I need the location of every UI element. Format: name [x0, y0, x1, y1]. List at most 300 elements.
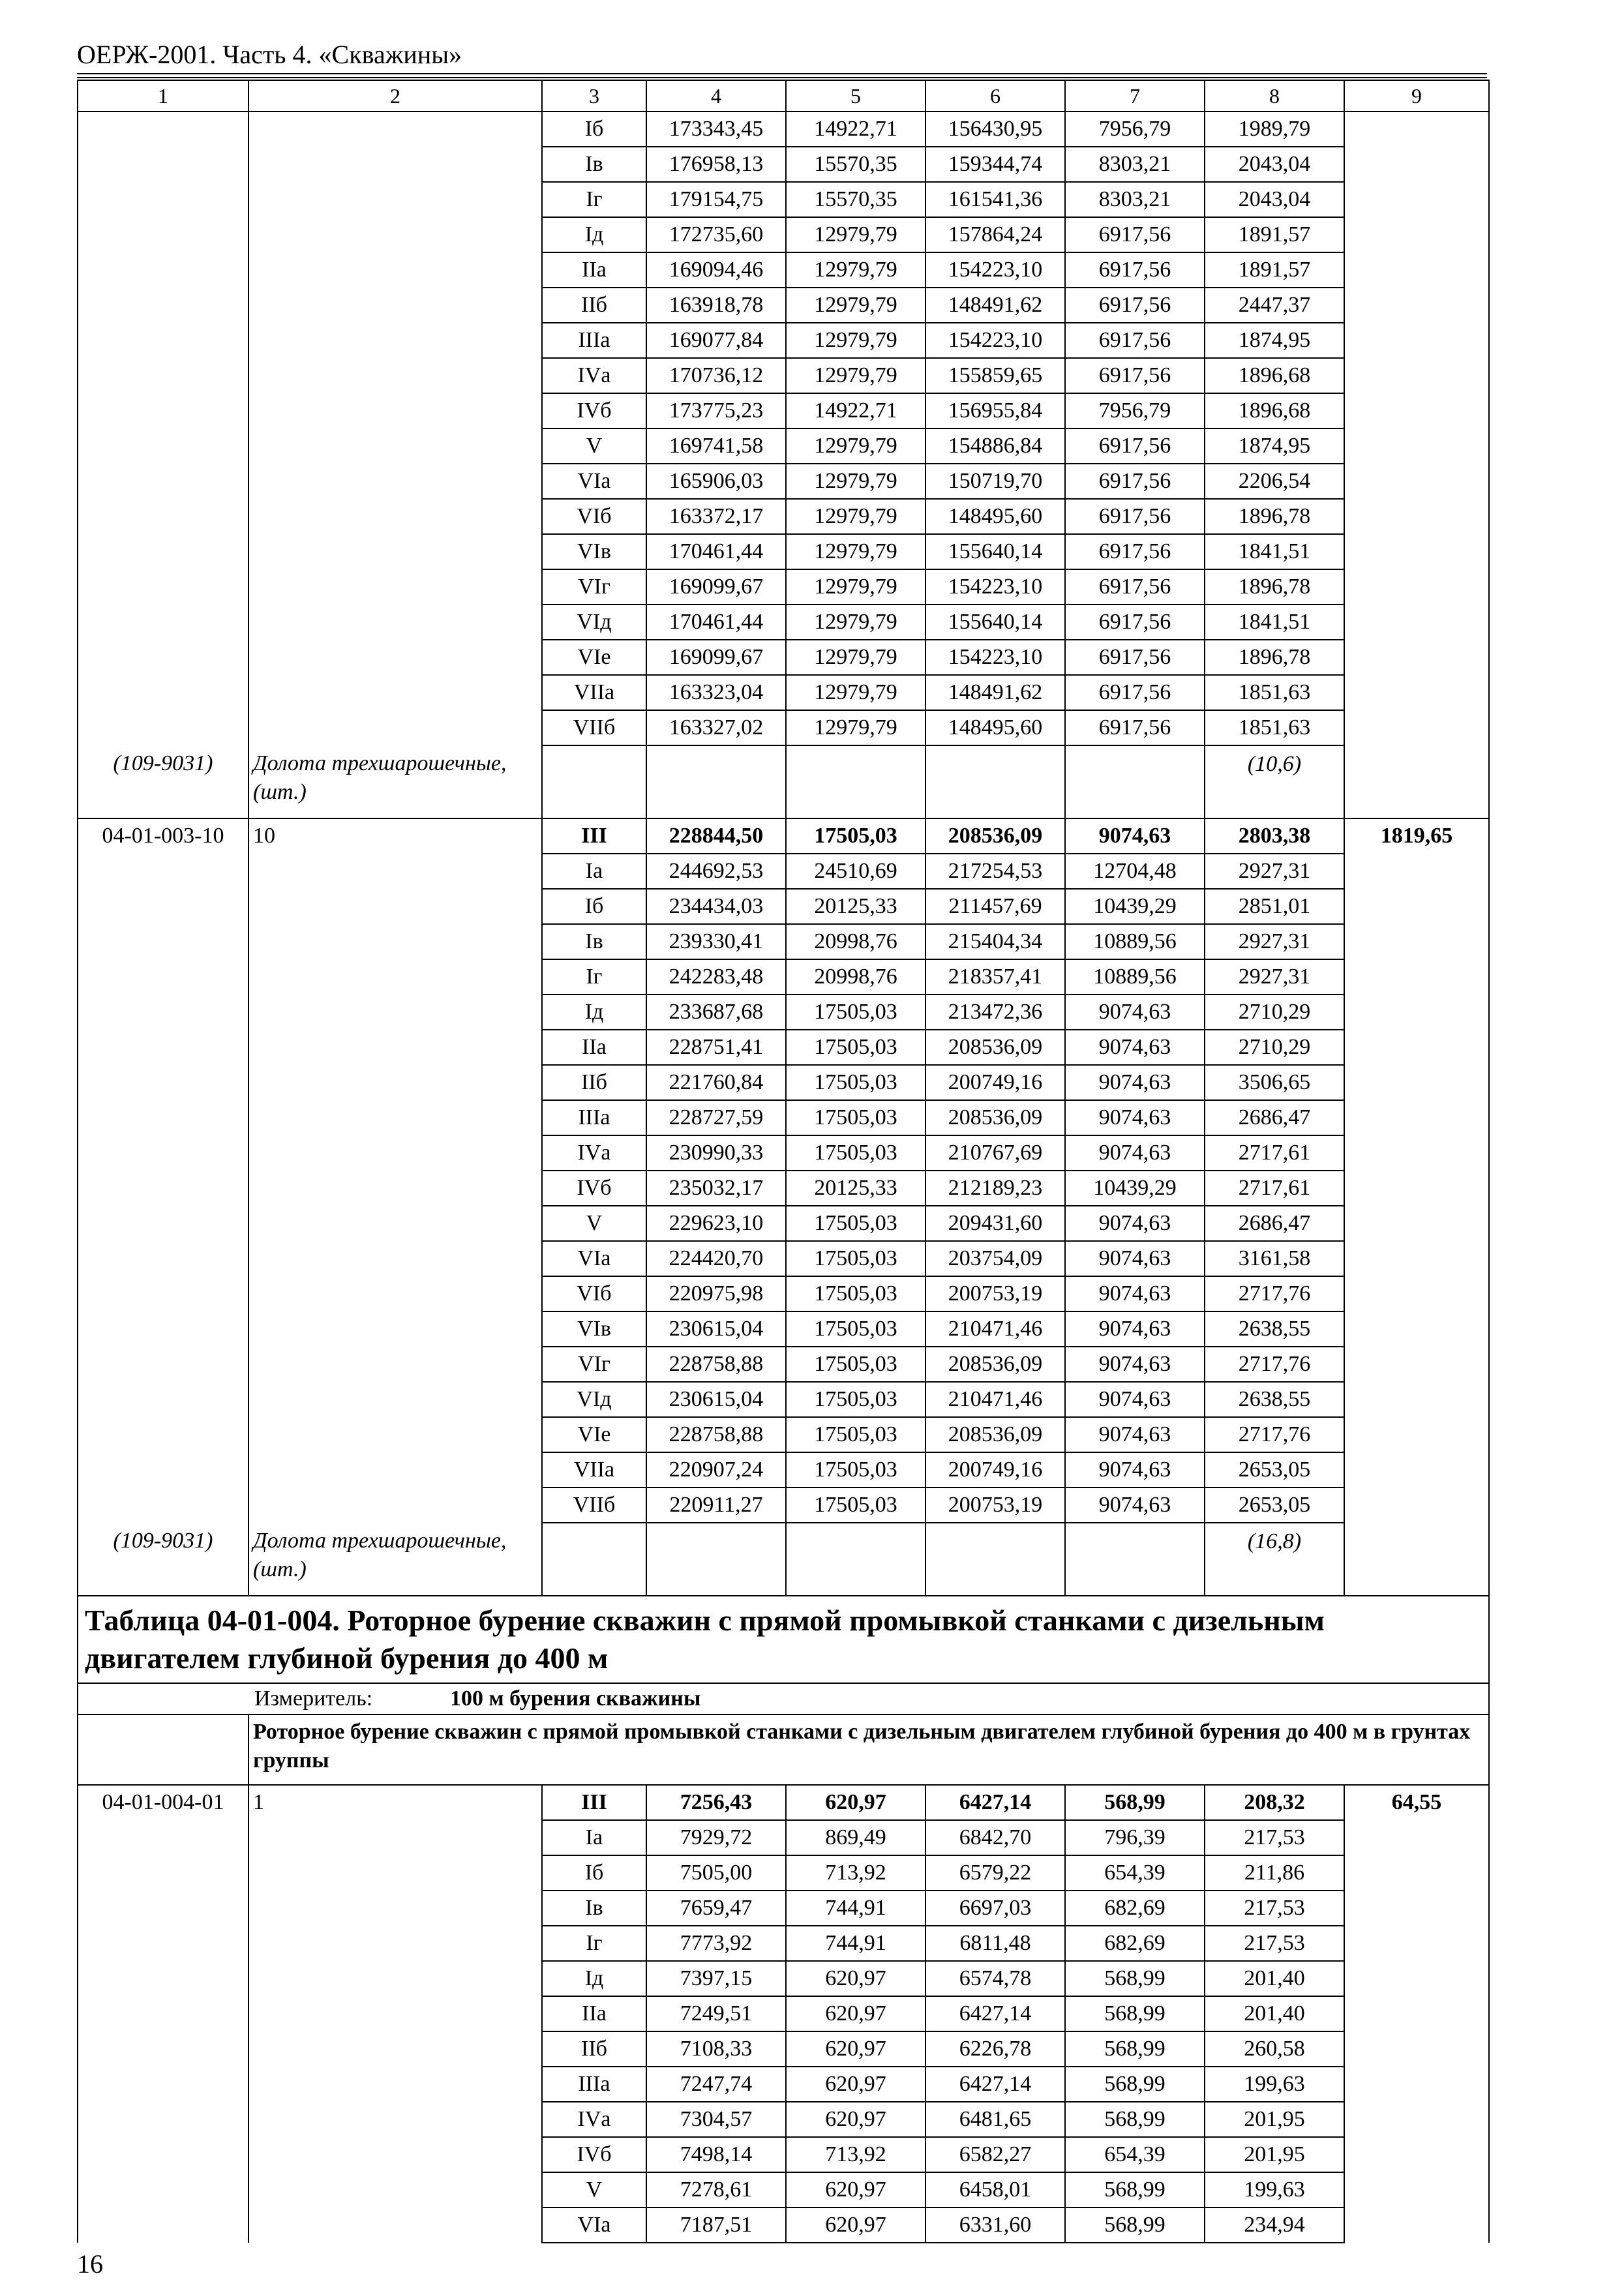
- group-cell: IVа: [542, 2102, 646, 2137]
- value-cell: 2717,76: [1205, 1347, 1344, 1382]
- value-cell: 12979,79: [786, 323, 925, 358]
- value-cell: 6917,56: [1065, 569, 1205, 605]
- value-cell: [1344, 1171, 1489, 1206]
- table-title: Таблица 04-01-004. Роторное бурение скважин с прямой промывкой станками с дизельным двигателем глубиной бурения до 400 м: [78, 1596, 1489, 1683]
- code-cell: [78, 1030, 248, 1065]
- code-cell: [78, 2031, 248, 2067]
- table-row: [78, 1382, 1489, 1417]
- value-cell: 201,95: [1205, 2102, 1344, 2137]
- group-cell: Iб: [542, 1855, 646, 1891]
- group-cell: VIа: [542, 464, 646, 499]
- value-cell: 154223,10: [925, 323, 1065, 358]
- value-cell: 6458,01: [925, 2172, 1065, 2207]
- value-cell: 165906,03: [646, 464, 786, 499]
- value-cell: 7929,72: [646, 1820, 786, 1855]
- value-cell: 201,95: [1205, 2137, 1344, 2172]
- group-cell: Iв: [542, 924, 646, 959]
- value-cell: [1344, 959, 1489, 995]
- value-cell: [1344, 1855, 1489, 1891]
- value-cell: 169094,46: [646, 252, 786, 288]
- value-cell: 20998,76: [786, 924, 925, 959]
- value-cell: 154223,10: [925, 640, 1065, 675]
- value-cell: 2043,04: [1205, 182, 1344, 217]
- column-number: 6: [925, 80, 1065, 112]
- table-row: [78, 1488, 1489, 1523]
- value-cell: 2717,76: [1205, 1417, 1344, 1452]
- value-cell: [1344, 2207, 1489, 2243]
- group-cell: IIIа: [542, 2067, 646, 2102]
- value-cell: [1344, 147, 1489, 182]
- value-cell: 176958,13: [646, 147, 786, 182]
- value-cell: [1344, 605, 1489, 640]
- value-cell: 150719,70: [925, 464, 1065, 499]
- value-cell: 220911,27: [646, 1488, 786, 1523]
- code-cell: [78, 854, 248, 889]
- value-cell: 17505,03: [786, 1488, 925, 1523]
- table-row: [78, 2172, 1489, 2207]
- value-cell: 1896,78: [1205, 499, 1344, 534]
- group-cell: VIг: [542, 569, 646, 605]
- value-cell: 6427,14: [925, 2067, 1065, 2102]
- value-cell: 161541,36: [925, 182, 1065, 217]
- value-cell: 17505,03: [786, 1382, 925, 1417]
- value-cell: [1344, 889, 1489, 924]
- table-row: [78, 640, 1489, 675]
- value-cell: 242283,48: [646, 959, 786, 995]
- name-cell: [248, 1926, 542, 1961]
- value-cell: 15570,35: [786, 182, 925, 217]
- value-cell: 148491,62: [925, 675, 1065, 710]
- group-cell: Iг: [542, 959, 646, 995]
- value-cell: 6226,78: [925, 2031, 1065, 2067]
- value-cell: 159344,74: [925, 147, 1065, 182]
- empty-cell: [925, 745, 1065, 818]
- value-cell: 1891,57: [1205, 217, 1344, 252]
- value-cell: 7108,33: [646, 2031, 786, 2067]
- group-cell: VIб: [542, 1276, 646, 1311]
- name-cell: [248, 1996, 542, 2031]
- group-cell: Iв: [542, 1891, 646, 1926]
- table-row: [78, 1311, 1489, 1347]
- value-cell: 6917,56: [1065, 464, 1205, 499]
- value-cell: 1841,51: [1205, 605, 1344, 640]
- value-cell: 228844,50: [646, 818, 786, 854]
- table-row: [78, 464, 1489, 499]
- value-cell: 148491,62: [925, 288, 1065, 323]
- value-cell: 7249,51: [646, 1996, 786, 2031]
- value-cell: [1344, 995, 1489, 1030]
- code-cell: [78, 2102, 248, 2137]
- group-cell: VIв: [542, 534, 646, 569]
- value-cell: 9074,63: [1065, 1452, 1205, 1488]
- code-cell: [78, 1855, 248, 1891]
- value-cell: 9074,63: [1065, 1206, 1205, 1241]
- value-cell: 173775,23: [646, 393, 786, 428]
- table-row: [78, 1065, 1489, 1100]
- value-cell: 17505,03: [786, 1135, 925, 1171]
- value-cell: 6917,56: [1065, 534, 1205, 569]
- table-row: [78, 534, 1489, 569]
- value-cell: 169741,58: [646, 428, 786, 464]
- empty-cell: [1344, 745, 1489, 818]
- value-cell: [1344, 2137, 1489, 2172]
- value-cell: [1344, 1926, 1489, 1961]
- value-cell: [1344, 2102, 1489, 2137]
- value-cell: 17505,03: [786, 1241, 925, 1276]
- value-cell: [1344, 710, 1489, 745]
- value-cell: 163372,17: [646, 499, 786, 534]
- group-cell: VIд: [542, 605, 646, 640]
- table-row: [78, 1961, 1489, 1996]
- value-cell: 170736,12: [646, 358, 786, 393]
- table-row: [78, 1276, 1489, 1311]
- empty-cell: [78, 1714, 248, 1785]
- page-number: 16: [77, 2249, 103, 2279]
- code-cell: [78, 675, 248, 710]
- value-cell: 744,91: [786, 1926, 925, 1961]
- value-cell: [1344, 1452, 1489, 1488]
- name-cell: [248, 1171, 542, 1206]
- name-cell: [248, 1311, 542, 1347]
- code-cell: [78, 288, 248, 323]
- name-cell: [248, 1891, 542, 1926]
- value-cell: 154886,84: [925, 428, 1065, 464]
- value-cell: [1344, 1820, 1489, 1855]
- value-cell: 6697,03: [925, 1891, 1065, 1926]
- name-cell: [248, 959, 542, 995]
- value-cell: 654,39: [1065, 2137, 1205, 2172]
- value-cell: 1896,78: [1205, 569, 1344, 605]
- value-cell: 7659,47: [646, 1891, 786, 1926]
- column-number: 2: [248, 80, 542, 112]
- value-cell: 1896,68: [1205, 358, 1344, 393]
- value-cell: 1819,65: [1344, 818, 1489, 854]
- group-cell: Iг: [542, 182, 646, 217]
- value-cell: [1344, 323, 1489, 358]
- page-header: ОЕРЖ-2001. Часть 4. «Скважины»: [77, 40, 462, 69]
- value-cell: 17505,03: [786, 1311, 925, 1347]
- column-number-row: [78, 80, 1489, 112]
- group-cell: Iа: [542, 854, 646, 889]
- value-cell: 244692,53: [646, 854, 786, 889]
- value-cell: 2043,04: [1205, 147, 1344, 182]
- value-cell: 12979,79: [786, 640, 925, 675]
- value-cell: 620,97: [786, 2067, 925, 2102]
- value-cell: 1896,68: [1205, 393, 1344, 428]
- code-cell: [78, 464, 248, 499]
- name-cell: [248, 2102, 542, 2137]
- value-cell: 568,99: [1065, 1785, 1205, 1820]
- name-cell: [248, 1030, 542, 1065]
- code-cell: [78, 534, 248, 569]
- measure-cell: [78, 1683, 1489, 1714]
- table-row: [78, 1820, 1489, 1855]
- value-cell: [1344, 534, 1489, 569]
- value-cell: 620,97: [786, 2172, 925, 2207]
- value-cell: [1344, 464, 1489, 499]
- empty-cell: [646, 745, 786, 818]
- value-cell: 2710,29: [1205, 995, 1344, 1030]
- value-cell: 10439,29: [1065, 1171, 1205, 1206]
- value-cell: 217254,53: [925, 854, 1065, 889]
- table-row: [78, 428, 1489, 464]
- value-cell: 156955,84: [925, 393, 1065, 428]
- code-cell: [78, 1065, 248, 1100]
- value-cell: 6917,56: [1065, 428, 1205, 464]
- value-cell: 230990,33: [646, 1135, 786, 1171]
- name-cell: [248, 854, 542, 889]
- measure-value: 100 м бурения скважины: [450, 1686, 701, 1711]
- value-cell: 221760,84: [646, 1065, 786, 1100]
- value-cell: 568,99: [1065, 2102, 1205, 2137]
- value-cell: 3506,65: [1205, 1065, 1344, 1100]
- value-cell: 7278,61: [646, 2172, 786, 2207]
- name-cell: [248, 2137, 542, 2172]
- code-cell: [78, 147, 248, 182]
- group-cell: IIб: [542, 2031, 646, 2067]
- value-cell: [1344, 252, 1489, 288]
- name-cell: [248, 358, 542, 393]
- table-row: [78, 605, 1489, 640]
- table-row: [78, 818, 1489, 854]
- table-row: [78, 323, 1489, 358]
- value-cell: [1344, 1488, 1489, 1523]
- value-cell: 6917,56: [1065, 323, 1205, 358]
- value-cell: 7956,79: [1065, 112, 1205, 147]
- code-cell: [78, 1996, 248, 2031]
- header-rule: [77, 73, 1487, 74]
- value-cell: 2447,37: [1205, 288, 1344, 323]
- column-number: 1: [78, 80, 248, 112]
- value-cell: 211,86: [1205, 1855, 1344, 1891]
- value-cell: 208536,09: [925, 1347, 1065, 1382]
- table-row: [78, 1241, 1489, 1276]
- value-cell: 10889,56: [1065, 924, 1205, 959]
- group-cell: IIа: [542, 1030, 646, 1065]
- section-row: [78, 1714, 1489, 1785]
- group-cell: VIд: [542, 1382, 646, 1417]
- code-cell: [78, 1347, 248, 1382]
- code-cell: [78, 358, 248, 393]
- name-cell: [248, 1820, 542, 1855]
- name-cell: [248, 2207, 542, 2243]
- table-row: [78, 1891, 1489, 1926]
- value-cell: 2653,05: [1205, 1488, 1344, 1523]
- value-cell: 12979,79: [786, 710, 925, 745]
- value-cell: 1891,57: [1205, 252, 1344, 288]
- code-cell: [78, 182, 248, 217]
- name-cell: [248, 288, 542, 323]
- table-row: [78, 1135, 1489, 1171]
- table-row: [78, 2102, 1489, 2137]
- empty-cell: [1344, 1523, 1489, 1596]
- value-cell: 2717,61: [1205, 1135, 1344, 1171]
- table-row: [78, 2137, 1489, 2172]
- table-row: [78, 1171, 1489, 1206]
- code-cell: [78, 1241, 248, 1276]
- value-cell: 208,32: [1205, 1785, 1344, 1820]
- group-cell: V: [542, 2172, 646, 2207]
- value-cell: 568,99: [1065, 2031, 1205, 2067]
- value-cell: 2851,01: [1205, 889, 1344, 924]
- value-cell: 12979,79: [786, 358, 925, 393]
- value-cell: 17505,03: [786, 995, 925, 1030]
- value-cell: 9074,63: [1065, 818, 1205, 854]
- value-cell: 20125,33: [786, 889, 925, 924]
- empty-cell: [1065, 1523, 1205, 1596]
- value-cell: 7187,51: [646, 2207, 786, 2243]
- value-cell: 234,94: [1205, 2207, 1344, 2243]
- table-row: [78, 2067, 1489, 2102]
- value-cell: [1344, 1100, 1489, 1135]
- group-cell: IVа: [542, 1135, 646, 1171]
- group-cell: IVб: [542, 2137, 646, 2172]
- value-cell: 9074,63: [1065, 1030, 1205, 1065]
- value-cell: 568,99: [1065, 2207, 1205, 2243]
- value-cell: 6917,56: [1065, 499, 1205, 534]
- name-cell: [248, 675, 542, 710]
- code-cell: [78, 323, 248, 358]
- value-cell: 9074,63: [1065, 1276, 1205, 1311]
- value-cell: 3161,58: [1205, 1241, 1344, 1276]
- group-cell: Iг: [542, 1926, 646, 1961]
- value-cell: 14922,71: [786, 393, 925, 428]
- name-cell: [248, 1100, 542, 1135]
- resource-code: (109-9031): [78, 1523, 248, 1596]
- value-cell: 217,53: [1205, 1820, 1344, 1855]
- value-cell: 209431,60: [925, 1206, 1065, 1241]
- value-cell: [1344, 1206, 1489, 1241]
- value-cell: [1344, 924, 1489, 959]
- value-cell: 17505,03: [786, 1347, 925, 1382]
- code-cell: [78, 393, 248, 428]
- column-number: 7: [1065, 80, 1205, 112]
- code-cell: [78, 605, 248, 640]
- value-cell: 7505,00: [646, 1855, 786, 1891]
- table-row: [78, 959, 1489, 995]
- empty-cell: [542, 1523, 646, 1596]
- value-cell: 2927,31: [1205, 959, 1344, 995]
- name-cell: [248, 252, 542, 288]
- name-cell: [248, 428, 542, 464]
- group-cell: VIIа: [542, 675, 646, 710]
- value-cell: 6811,48: [925, 1926, 1065, 1961]
- value-cell: [1344, 1065, 1489, 1100]
- group-cell: IIб: [542, 1065, 646, 1100]
- value-cell: 229623,10: [646, 1206, 786, 1241]
- group-cell: Iд: [542, 1961, 646, 1996]
- code-cell: 04-01-004-01: [78, 1785, 248, 1820]
- value-cell: 154223,10: [925, 569, 1065, 605]
- code-cell: [78, 1417, 248, 1452]
- code-cell: [78, 1488, 248, 1523]
- value-cell: [1344, 2172, 1489, 2207]
- name-cell: [248, 889, 542, 924]
- name-cell: [248, 1065, 542, 1100]
- value-cell: 682,69: [1065, 1891, 1205, 1926]
- value-cell: [1344, 217, 1489, 252]
- value-cell: 7498,14: [646, 2137, 786, 2172]
- value-cell: 568,99: [1065, 1996, 1205, 2031]
- value-cell: 12979,79: [786, 569, 925, 605]
- empty-cell: [1065, 745, 1205, 818]
- code-cell: 04-01-003-10: [78, 818, 248, 854]
- value-cell: 7397,15: [646, 1961, 786, 1996]
- value-cell: 568,99: [1065, 2172, 1205, 2207]
- value-cell: 713,92: [786, 1855, 925, 1891]
- value-cell: 220975,98: [646, 1276, 786, 1311]
- value-cell: 228758,88: [646, 1347, 786, 1382]
- value-cell: 233687,68: [646, 995, 786, 1030]
- value-cell: 163327,02: [646, 710, 786, 745]
- name-cell: [248, 2031, 542, 2067]
- value-cell: 568,99: [1065, 2067, 1205, 2102]
- value-cell: 12979,79: [786, 499, 925, 534]
- value-cell: 201,40: [1205, 1996, 1344, 2031]
- value-cell: 218357,41: [925, 959, 1065, 995]
- table-row: [78, 1996, 1489, 2031]
- value-cell: 163323,04: [646, 675, 786, 710]
- value-cell: 156430,95: [925, 112, 1065, 147]
- code-cell: [78, 1891, 248, 1926]
- table-row: [78, 710, 1489, 745]
- value-cell: 12979,79: [786, 605, 925, 640]
- code-cell: [78, 1135, 248, 1171]
- code-cell: [78, 1206, 248, 1241]
- value-cell: 17505,03: [786, 1276, 925, 1311]
- name-cell: [248, 499, 542, 534]
- value-cell: 12704,48: [1065, 854, 1205, 889]
- group-cell: Iб: [542, 889, 646, 924]
- value-cell: 14922,71: [786, 112, 925, 147]
- value-cell: 200749,16: [925, 1065, 1065, 1100]
- value-cell: 200753,19: [925, 1276, 1065, 1311]
- value-cell: 17505,03: [786, 1065, 925, 1100]
- value-cell: 148495,60: [925, 710, 1065, 745]
- value-cell: 170461,44: [646, 605, 786, 640]
- code-cell: [78, 1820, 248, 1855]
- value-cell: 217,53: [1205, 1926, 1344, 1961]
- group-cell: VIа: [542, 2207, 646, 2243]
- value-cell: 6917,56: [1065, 605, 1205, 640]
- value-cell: 155640,14: [925, 605, 1065, 640]
- name-cell: [248, 393, 542, 428]
- table-row: [78, 182, 1489, 217]
- value-cell: 173343,45: [646, 112, 786, 147]
- name-cell: [248, 995, 542, 1030]
- value-cell: 200749,16: [925, 1452, 1065, 1488]
- value-cell: 154223,10: [925, 252, 1065, 288]
- value-cell: 1989,79: [1205, 112, 1344, 147]
- value-cell: 6481,65: [925, 2102, 1065, 2137]
- table-row: [78, 675, 1489, 710]
- value-cell: 9074,63: [1065, 1241, 1205, 1276]
- empty-cell: [925, 1523, 1065, 1596]
- group-cell: III: [542, 818, 646, 854]
- empty-cell: [786, 1523, 925, 1596]
- value-cell: [1344, 854, 1489, 889]
- name-cell: [248, 1417, 542, 1452]
- group-cell: VIа: [542, 1241, 646, 1276]
- group-cell: IIа: [542, 252, 646, 288]
- value-cell: 6427,14: [925, 1996, 1065, 2031]
- value-cell: [1344, 182, 1489, 217]
- value-cell: 796,39: [1065, 1820, 1205, 1855]
- value-cell: 169077,84: [646, 323, 786, 358]
- value-cell: [1344, 675, 1489, 710]
- value-cell: 15570,35: [786, 147, 925, 182]
- value-cell: 6917,56: [1065, 288, 1205, 323]
